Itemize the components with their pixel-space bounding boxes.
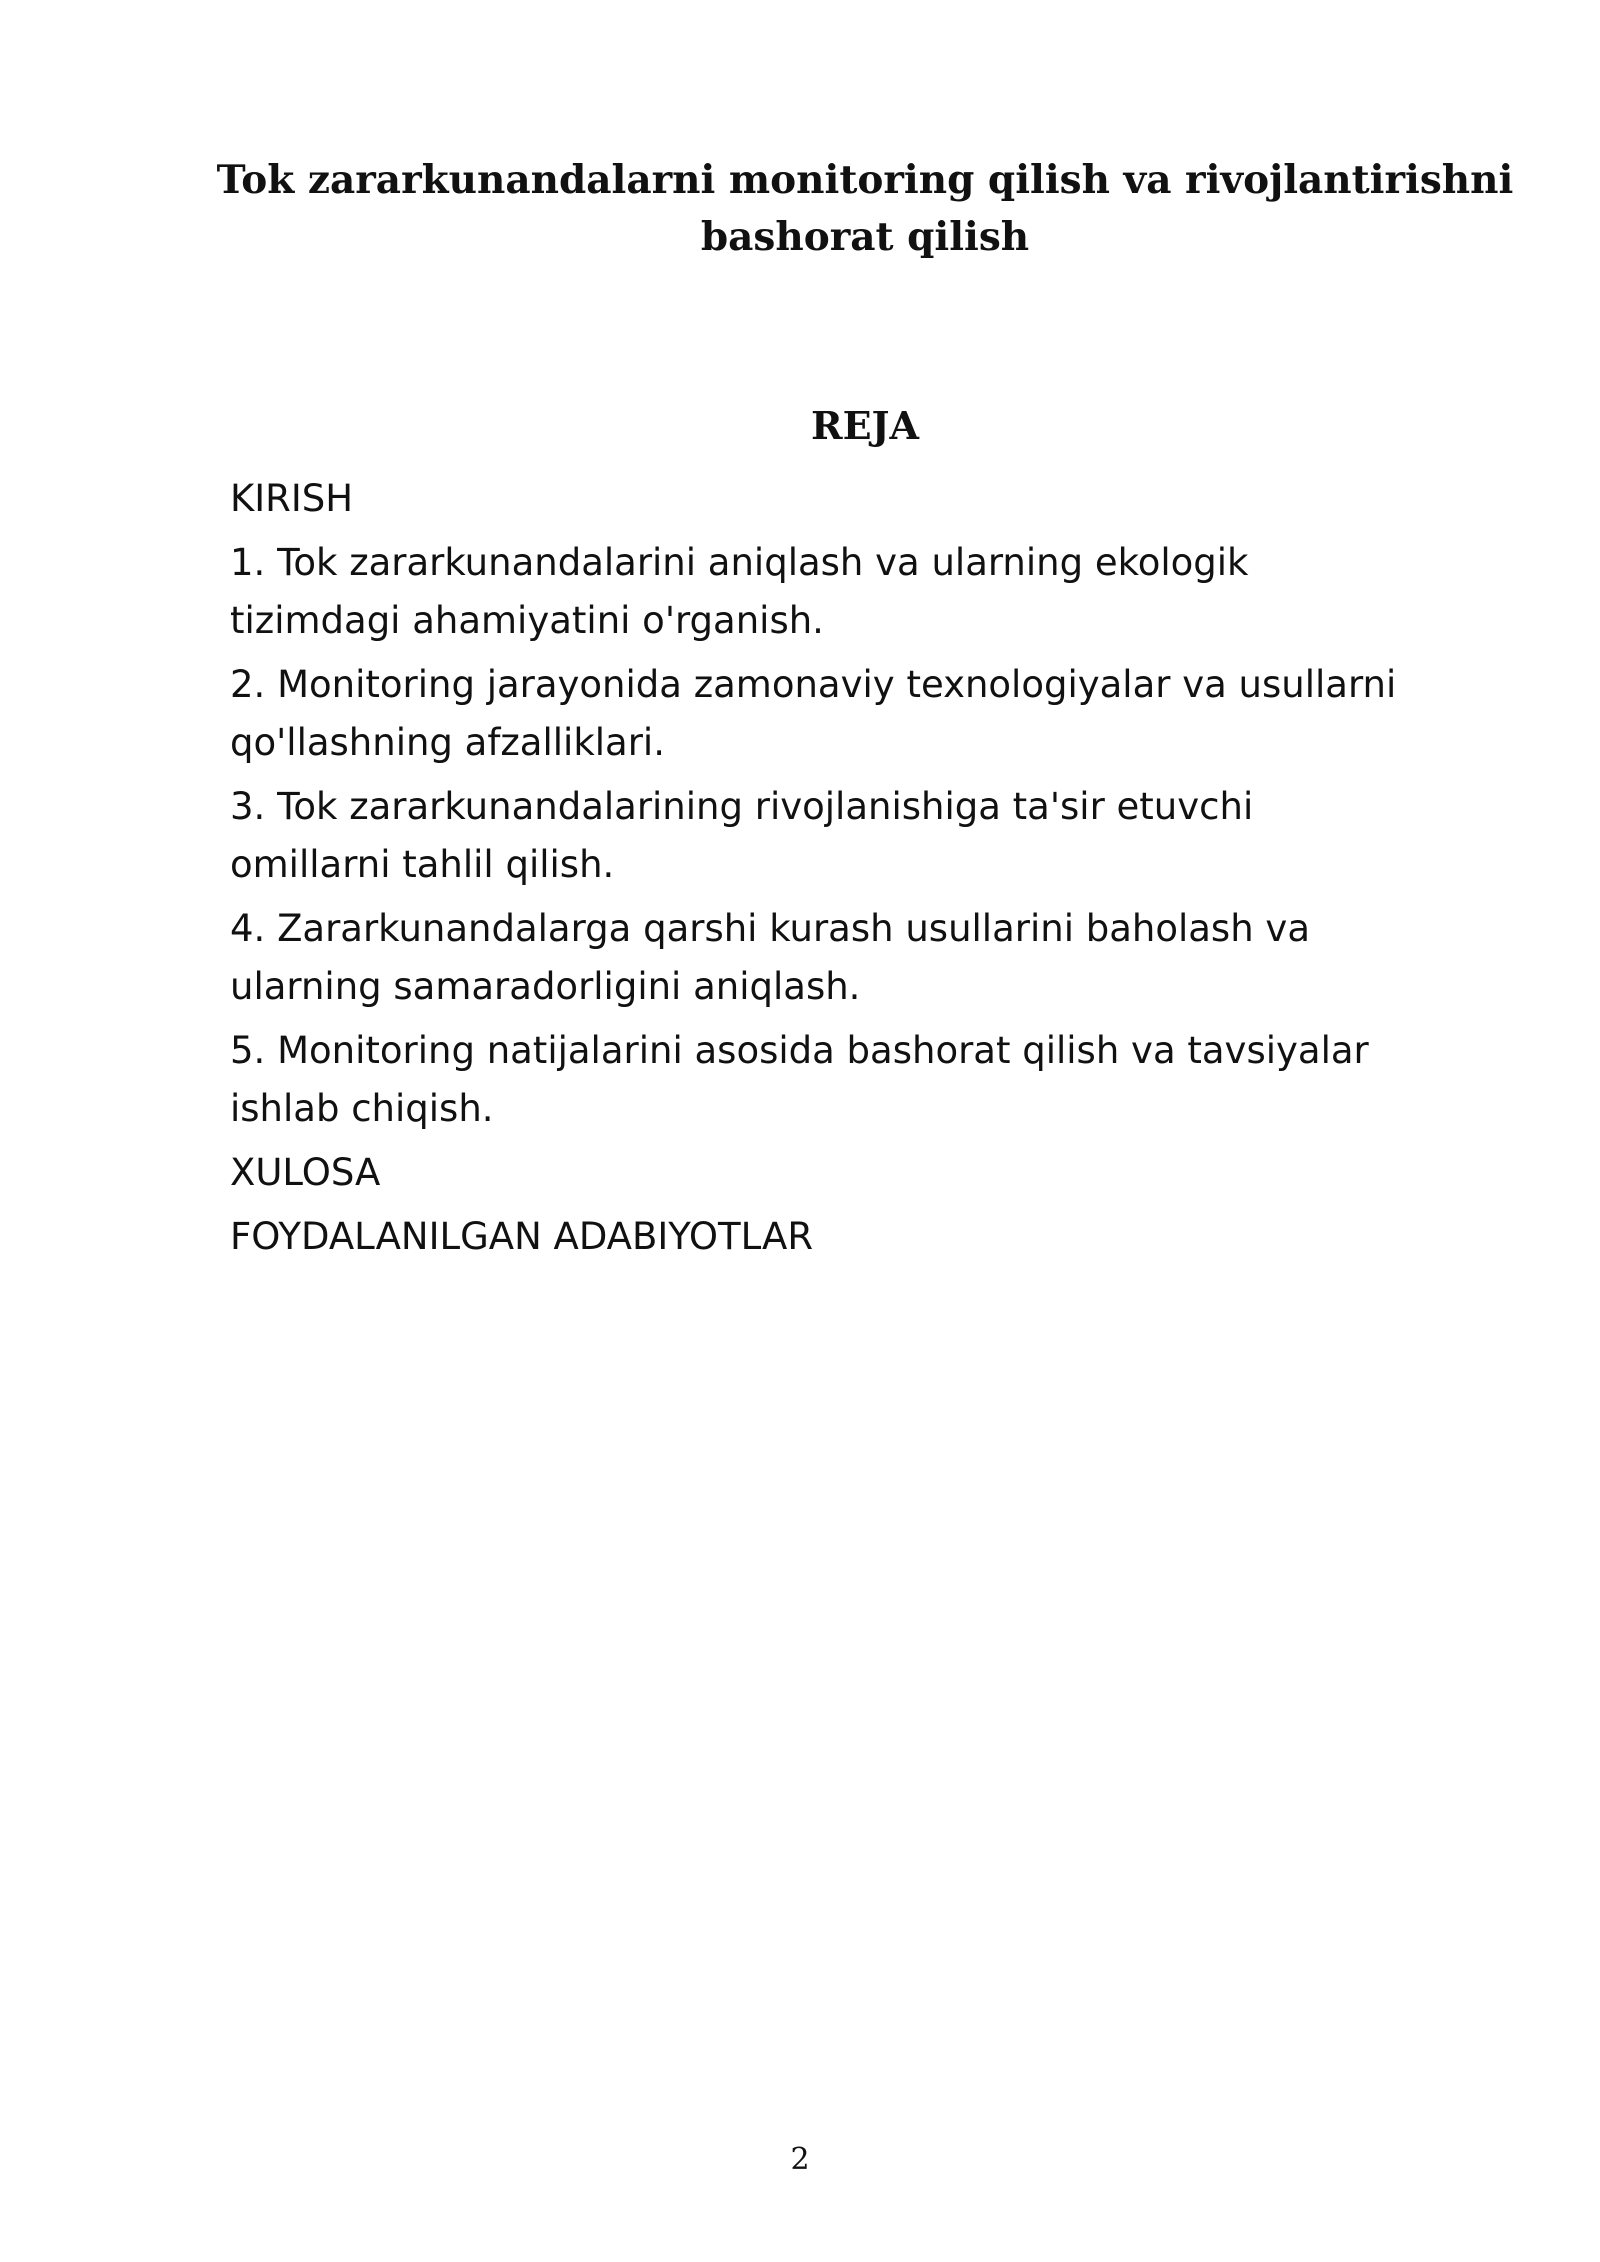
title-line-2: bashorat qilish (700, 214, 1030, 260)
title-line-1: Tok zararkunandalarni monitoring qilish va rivojlantirishni (216, 157, 1514, 203)
plan-item-text: 5. Monitoring natijalarini asosida bashorat qilish va tavsiyalar (230, 1029, 1369, 1072)
plan-item-text: FOYDALANILGAN ADABIYOTLAR (230, 1215, 814, 1258)
plan-item-4 (230, 900, 1530, 1016)
plan-item-5 (230, 1022, 1530, 1138)
plan-item-3 (230, 778, 1530, 894)
plan-item-text: KIRISH (230, 477, 354, 520)
plan-list (230, 470, 1530, 1272)
plan-item-kirish (230, 470, 1530, 528)
plan-item-text: XULOSA (230, 1151, 381, 1194)
plan-heading: REJA (810, 403, 919, 448)
plan-item-xulosa (230, 1144, 1530, 1202)
plan-item-text: 4. Zararkunandalarga qarshi kurash usullarini baholash va (230, 907, 1310, 950)
plan-item-2 (230, 656, 1530, 772)
plan-item-text: 3. Tok zararkunandalarining rivojlanishiga ta'sir etuvchi (230, 785, 1254, 828)
plan-item-text-continued: tizimdagi ahamiyatini o'rganish. (230, 599, 824, 642)
plan-item-text-continued: ishlab chiqish. (230, 1087, 494, 1130)
document-title (200, 152, 1530, 266)
plan-item-text-continued: omillarni tahlil qilish. (230, 843, 615, 886)
page-number: 2 (790, 2142, 810, 2177)
plan-item-text-continued: qo'llashning afzalliklari. (230, 721, 665, 764)
plan-item-text: 2. Monitoring jarayonida zamonaviy texnologiyalar va usullarni (230, 663, 1397, 706)
plan-item-references (230, 1208, 1530, 1266)
plan-item-text: 1. Tok zararkunandalarini aniqlash va ularning ekologik (230, 541, 1249, 584)
plan-item-1 (230, 534, 1530, 650)
plan-item-text-continued: ularning samaradorligini aniqlash. (230, 965, 861, 1008)
